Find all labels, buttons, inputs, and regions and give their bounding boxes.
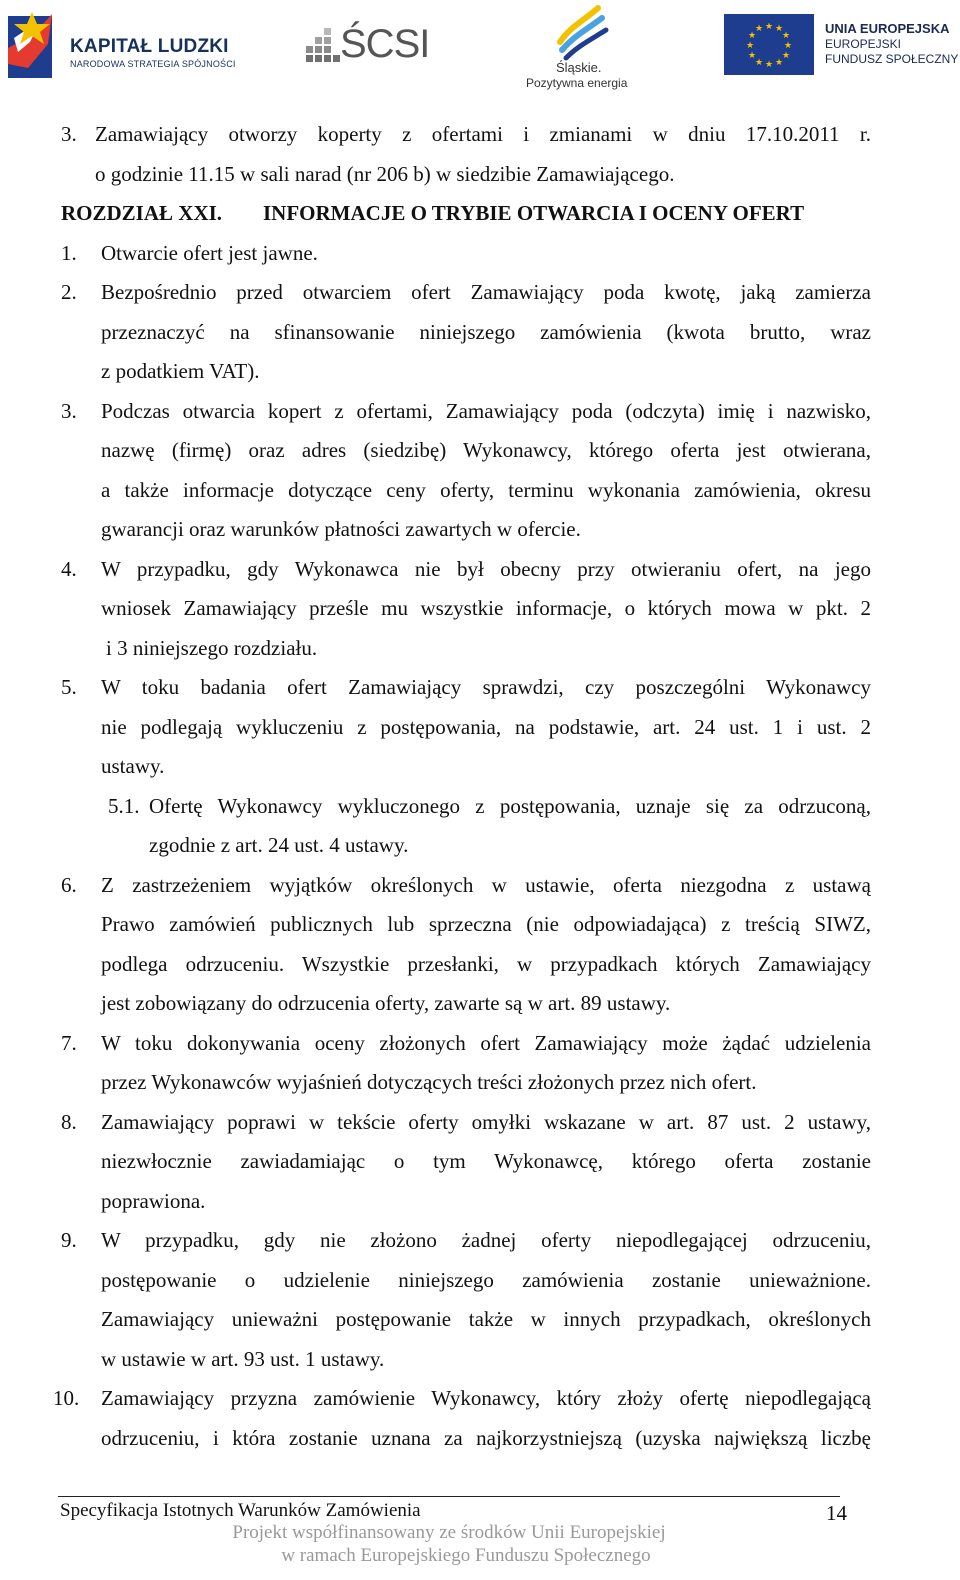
text-line bbox=[0, 988, 960, 1018]
line-text: niezwłocznie zawiadamiając o tym Wykonawcę, którego oferta zostanie bbox=[101, 1149, 871, 1173]
ue-logo bbox=[724, 14, 959, 76]
line-text: Z zastrzeżeniem wyjątków określonych w ustawie, oferta niezgodna z ustawą bbox=[101, 873, 871, 897]
svg-text:★: ★ bbox=[764, 22, 774, 32]
line-text: W toku dokonywania oceny złożonych ofert Zamawiający może żądać udzielenia bbox=[101, 1031, 871, 1055]
text-line bbox=[0, 1186, 960, 1216]
list-number: 9. bbox=[61, 1228, 77, 1252]
line-text: poprawiona. bbox=[101, 1189, 206, 1213]
svg-text:★: ★ bbox=[754, 58, 764, 68]
line-text: a także informacje dotyczące ceny oferty, terminu wykonania zamówienia, okresu bbox=[101, 478, 871, 502]
line-text: nie podlegają wykluczeniu z postępowania, na podstawie, art. 24 ust. 1 i ust. 2 bbox=[101, 715, 871, 739]
text-line bbox=[0, 317, 960, 347]
text-line bbox=[0, 1225, 960, 1255]
kapital-ludzki-logo bbox=[4, 8, 254, 80]
text-line bbox=[0, 1067, 960, 1097]
text-line bbox=[0, 830, 960, 860]
page-number: 14 bbox=[826, 1501, 847, 1525]
text-line bbox=[0, 1423, 960, 1453]
list-number: 3. bbox=[61, 399, 77, 423]
list-number: 8. bbox=[61, 1110, 77, 1134]
eu-flag-icon bbox=[724, 14, 814, 75]
line-text: przez Wykonawców wyjaśnień dotyczących treści złożonych przez nich ofert. bbox=[101, 1070, 757, 1094]
svg-text:★: ★ bbox=[781, 31, 791, 41]
kapital-ludzki-subtitle: NARODOWA STRATEGIA SPÓJNOŚCI bbox=[70, 59, 236, 69]
line-text: Otwarcie ofert jest jawne. bbox=[101, 241, 318, 265]
line-text: Zamawiający unieważni postępowanie także w innych przypadkach, określonych bbox=[101, 1307, 871, 1331]
scsi-logo bbox=[306, 22, 446, 66]
text-line bbox=[0, 159, 960, 189]
scsi-wordmark: ŚCSI bbox=[340, 22, 430, 66]
line-text: nazwę (firmę) oraz adres (siedzibę) Wykonawcy, którego oferta jest otwierana, bbox=[101, 438, 871, 462]
svg-text:★: ★ bbox=[754, 24, 764, 34]
list-number: 5.1. bbox=[108, 794, 140, 818]
line-text: wniosek Zamawiający prześle mu wszystkie informacje, o których mowa w pkt. 2 bbox=[101, 596, 871, 620]
text-line bbox=[0, 1265, 960, 1295]
kapital-ludzki-emblem-icon bbox=[4, 8, 64, 80]
list-number: 7. bbox=[61, 1031, 77, 1055]
section-number: ROZDZIAŁ XXI. bbox=[61, 201, 223, 225]
svg-text:★: ★ bbox=[745, 41, 755, 51]
text-line bbox=[0, 1344, 960, 1374]
line-text: z podatkiem VAT). bbox=[101, 359, 260, 383]
text-line bbox=[0, 1383, 960, 1413]
footer-fund-note: w ramach Europejskiego Funduszu Społecznego bbox=[281, 1545, 651, 1566]
ue-line3: FUNDUSZ SPOŁECZNY bbox=[825, 52, 959, 66]
line-text: o godzinie 11.15 w sali narad (nr 206 b) w siedzibie Zamawiającego. bbox=[95, 162, 675, 186]
line-text: Bezpośrednio przed otwarciem ofert Zamawiający poda kwotę, jaką zamierza bbox=[101, 280, 871, 304]
list-number: 3. bbox=[61, 122, 77, 146]
svg-text:★: ★ bbox=[747, 51, 757, 61]
line-text: przeznaczyć na sfinansowanie niniejszego zamówienia (kwota brutto, wraz bbox=[101, 320, 871, 344]
line-text: W przypadku, gdy nie złożono żadnej oferty niepodlegającej odrzuceniu, bbox=[101, 1228, 871, 1252]
line-text: Ofertę Wykonawcy wykluczonego z postępowania, uznaje się za odrzuconą, bbox=[149, 794, 871, 818]
line-text: Prawo zamówień publicznych lub sprzeczna (nie odpowiadająca) z treścią SIWZ, bbox=[101, 912, 871, 936]
slaskie-waves-icon bbox=[550, 2, 610, 62]
text-line bbox=[0, 475, 960, 505]
line-text: i 3 niniejszego rozdziału. bbox=[106, 636, 318, 660]
text-line bbox=[0, 435, 960, 465]
text-line bbox=[0, 514, 960, 544]
line-text: postępowanie o udzielenie niniejszego zamówienia zostanie unieważnione. bbox=[101, 1268, 871, 1292]
text-line bbox=[0, 712, 960, 742]
text-line bbox=[0, 909, 960, 939]
list-number: 5. bbox=[61, 675, 77, 699]
text-line bbox=[0, 396, 960, 426]
footer-divider bbox=[58, 1496, 840, 1497]
footer-cofinancing-note: Projekt współfinansowany ze środków Unii Europejskiej bbox=[232, 1522, 666, 1543]
svg-text:★: ★ bbox=[774, 24, 784, 34]
line-text: Zamawiający poprawi w tekście oferty omyłki wskazane w art. 87 ust. 2 ustawy, bbox=[101, 1110, 871, 1134]
line-text: jest zobowiązany do odrzucenia oferty, zawarte są w art. 89 ustawy. bbox=[101, 991, 671, 1015]
text-line bbox=[0, 633, 960, 663]
line-text: w ustawie w art. 93 ust. 1 ustawy. bbox=[101, 1347, 385, 1371]
svg-text:★: ★ bbox=[781, 51, 791, 61]
kapital-ludzki-title: KAPITAŁ LUDZKI bbox=[70, 36, 229, 57]
text-line bbox=[0, 672, 960, 702]
scsi-grid-icon bbox=[306, 28, 340, 62]
header-logo-bar bbox=[0, 0, 960, 100]
slaskie-slogan: Pozytywna energia bbox=[526, 76, 628, 90]
line-text: podlega odrzuceniu. Wszystkie przesłanki, w przypadkach których Zamawiający bbox=[101, 952, 871, 976]
text-line bbox=[0, 238, 960, 268]
svg-text:★: ★ bbox=[747, 31, 757, 41]
line-text: W toku badania ofert Zamawiający sprawdzi, czy poszczególni Wykonawcy bbox=[101, 675, 871, 699]
line-text: Zamawiający przyzna zamówienie Wykonawcy, który złoży ofertę niepodlegającą bbox=[101, 1386, 871, 1410]
section-heading bbox=[0, 198, 960, 228]
list-number: 10. bbox=[53, 1386, 80, 1410]
slaskie-name: Śląskie. bbox=[556, 60, 602, 75]
text-line bbox=[0, 1304, 960, 1334]
text-line bbox=[0, 949, 960, 979]
list-number: 2. bbox=[61, 280, 77, 304]
text-line bbox=[0, 593, 960, 623]
text-line bbox=[0, 554, 960, 584]
text-line bbox=[0, 356, 960, 386]
text-line bbox=[0, 1146, 960, 1176]
text-line bbox=[0, 751, 960, 781]
slaskie-logo bbox=[520, 2, 638, 94]
list-number: 6. bbox=[61, 873, 77, 897]
text-line bbox=[0, 870, 960, 900]
footer-document-title: Specyfikacja Istotnych Warunków Zamówienia bbox=[60, 1500, 421, 1521]
svg-text:★: ★ bbox=[783, 41, 793, 51]
text-line bbox=[0, 119, 960, 149]
svg-text:★: ★ bbox=[764, 60, 774, 70]
svg-text:★: ★ bbox=[774, 58, 784, 68]
ue-line2: EUROPEJSKI bbox=[825, 37, 902, 51]
section-title: INFORMACJE O TRYBIE OTWARCIA I OCENY OFERT bbox=[263, 201, 805, 225]
line-text: W przypadku, gdy Wykonawca nie był obecny przy otwieraniu ofert, na jego bbox=[101, 557, 871, 581]
line-text: zgodnie z art. 24 ust. 4 ustawy. bbox=[149, 833, 409, 857]
line-text: Zamawiający otworzy koperty z ofertami i zmianami w dniu 17.10.2011 r. bbox=[95, 122, 871, 146]
line-text: Podczas otwarcia kopert z ofertami, Zamawiający poda (odczyta) imię i nazwisko, bbox=[101, 399, 871, 423]
text-line bbox=[0, 1028, 960, 1058]
text-line bbox=[0, 1107, 960, 1137]
line-text: ustawy. bbox=[101, 754, 165, 778]
text-line bbox=[0, 791, 960, 821]
line-text: odrzuceniu, i która zostanie uznana za najkorzystniejszą (uzyska największą liczbę bbox=[101, 1426, 871, 1450]
list-number: 1. bbox=[61, 241, 77, 265]
ue-line1: UNIA EUROPEJSKA bbox=[825, 21, 950, 36]
text-line bbox=[0, 277, 960, 307]
list-number: 4. bbox=[61, 557, 77, 581]
line-text: gwarancji oraz warunków płatności zawartych w ofercie. bbox=[101, 517, 581, 541]
